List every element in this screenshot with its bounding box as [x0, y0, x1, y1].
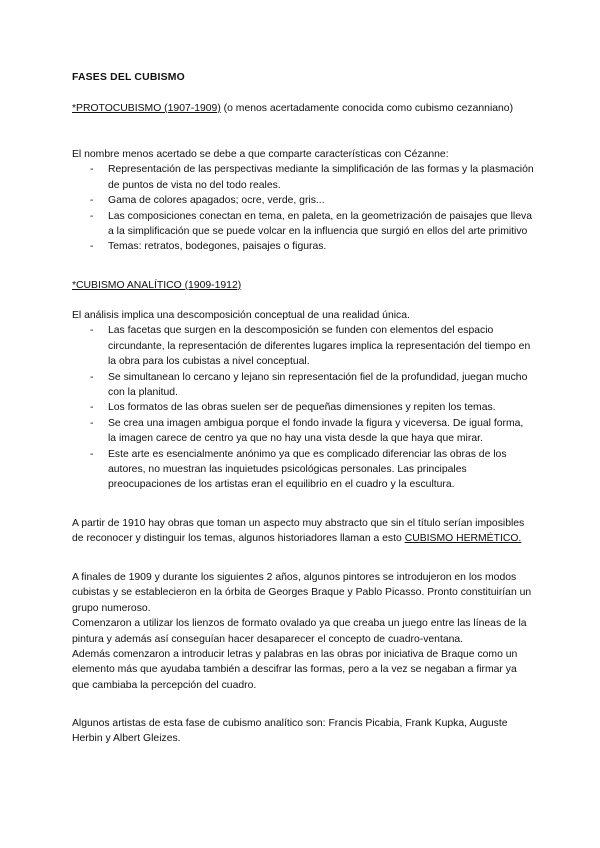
- analitico-list: [72, 323, 534, 492]
- list-item: - Representación de las perspectivas mediante la simplificación de las formas y la plasmación de puntos de vista no del todo reales.: [72, 162, 534, 193]
- list-item: - Gama de colores apagados; ocre, verde, gris...: [72, 193, 534, 208]
- list-item: - Los formatos de las obras suelen ser de pequeñas dimensiones y repiten los temas.: [72, 400, 534, 415]
- list-item: - Este arte es esencialmente anónimo ya que es complicado diferenciar las obras de los autores, no muestran las inquietudes psicológicas personales. Las principales preocupaciones de los artistas eran el equilibrio en el cuadro y la escultura.: [72, 447, 534, 493]
- analitico-intro: El análisis implica una descomposición conceptual de una realidad única.: [72, 310, 410, 321]
- hermetico-paragraph: [72, 516, 534, 547]
- list-item: - Las facetas que surgen en la descomposición se funden con elementos del espacio circundante, la representación de diferentes lugares implica la representación del tiempo en la obra para los cubistas a nivel conceptual.: [72, 323, 534, 369]
- list-item: - Temas: retratos, bodegones, paisajes o figuras.: [72, 239, 534, 254]
- protocubismo-heading: *PROTOCUBISMO (1907-1909): [72, 103, 221, 114]
- list-item: - Se crea una imagen ambigua porque el fondo invade la figura y viceversa. De igual forma, la imagen carece de centro ya que no hay una vista desde la que haya que mirar.: [72, 416, 534, 447]
- protocubismo-heading-note: (o menos acertadamente conocida como cubismo cezanniano): [220, 103, 514, 114]
- hermetico-term: CUBISMO HERMÉTICO.: [404, 533, 522, 545]
- protocubismo-intro: El nombre menos acertado se debe a que comparte características con Cézanne:: [72, 149, 449, 160]
- document-title: FASES DEL CUBISMO: [72, 72, 185, 83]
- analitico-heading: *CUBISMO ANALÍTICO (1909-1912): [72, 280, 242, 291]
- paragraph: A finales de 1909 y durante los siguientes 2 años, algunos pintores se introdujeron en los modos cubistas y se establecieron en la órbita de Georges Braque y Pablo Picasso. Pronto constituirían un grupo numeroso.: [72, 572, 532, 614]
- list-item: - Se simultanean lo cercano y lejano sin representación fiel de la profundidad, juegan mucho con la planitud.: [72, 370, 534, 401]
- protocubismo-section: [72, 147, 534, 255]
- artists-paragraph: Algunos artistas de esta fase de cubismo analítico son: Francis Picabia, Frank Kupka, Auguste Herbin y Albert Gleizes.: [72, 718, 508, 745]
- analitico-section: [72, 308, 534, 493]
- paragraph: Comenzaron a utilizar los lienzos de formato ovalado ya que creaba un juego entre las líneas de la pintura y además así conseguían hacer desaparecer el concepto de cuadro-ventana.: [72, 618, 527, 645]
- protocubismo-heading-line: [72, 101, 534, 116]
- paragraph: Además comenzaron a introducir letras y palabras en las obras por iniciativa de Braque como un elemento más que ayudaba también a descifrar las formas, pero a la vez se negaban a firmar ya que cambiaba la percepción del cuadro.: [72, 649, 518, 691]
- body-paragraphs: [72, 570, 534, 693]
- list-item: - Las composiciones conectan en tema, en paleta, en la geometrización de paisajes que lleva a la simplificación que se puede volcar en la influencia que surgió en ellos del arte primitivo: [72, 209, 534, 240]
- protocubismo-list: [72, 162, 534, 254]
- hermetico-text: A partir de 1910 hay obras que toman un aspecto muy abstracto que sin el título serían imposibles de reconocer y distinguir los temas, algunos historiadores llaman a esto: [72, 518, 525, 545]
